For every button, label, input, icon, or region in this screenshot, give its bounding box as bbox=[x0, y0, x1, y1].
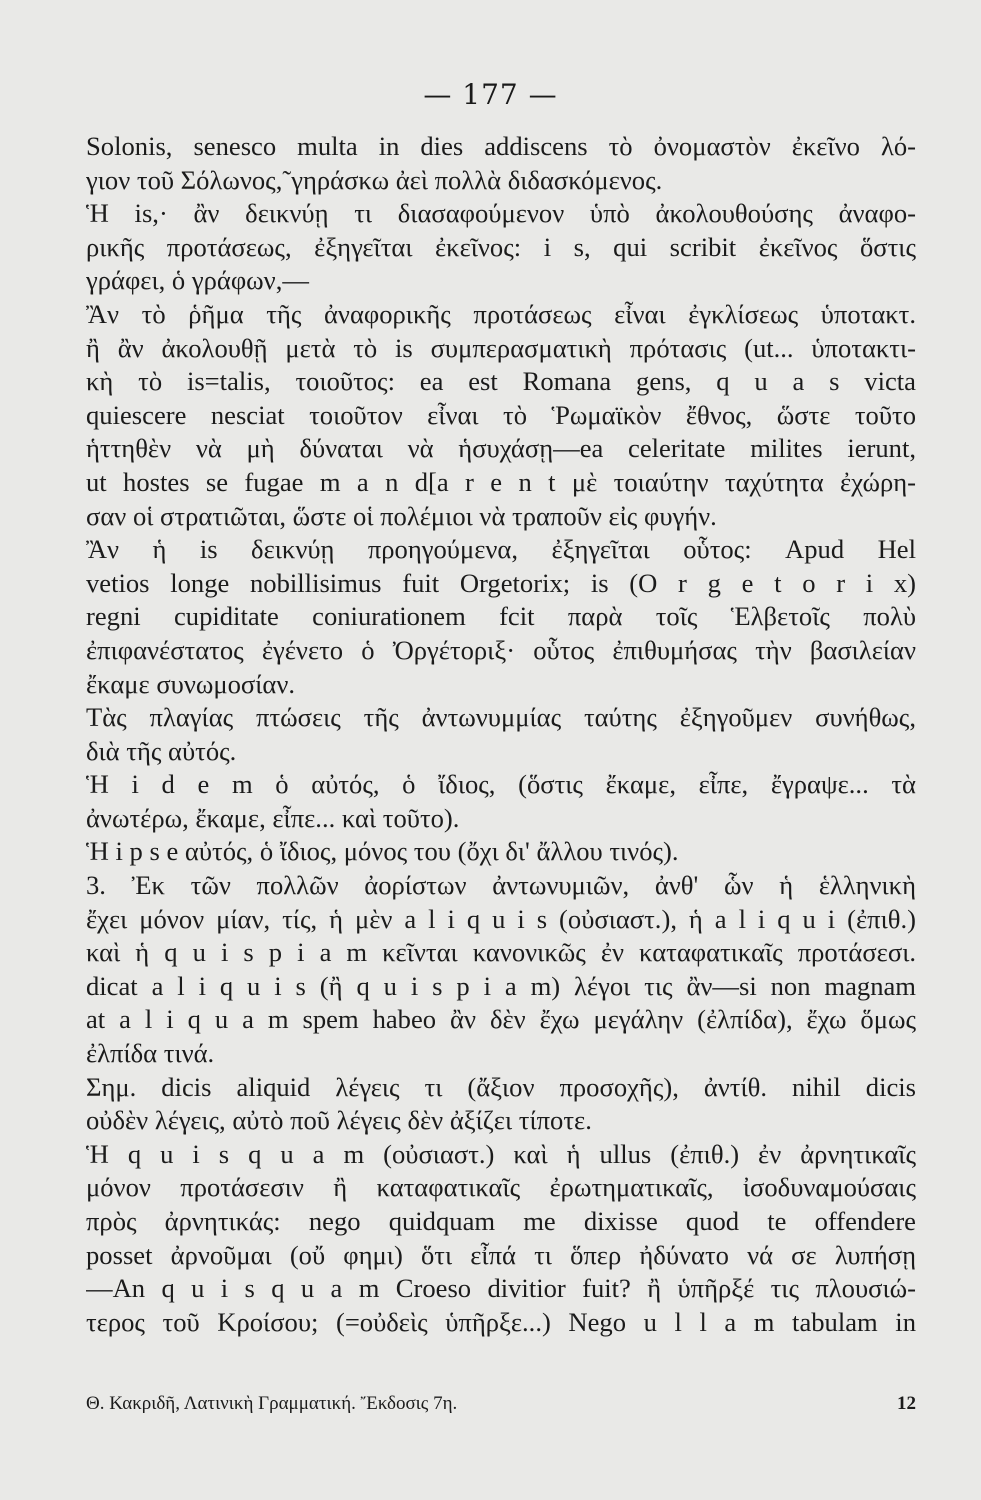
text-line: ἢ ἂν ἀκολουθῇ μετὰ τὸ is συμπερασματικὴ πρότασις (ut... ὑποτακτι- bbox=[86, 332, 916, 363]
text-line: μόνον προτάσεσιν ἢ καταφατικαῖς ἐρωτηματικαῖς, ἰσοδυναμούσαις bbox=[86, 1172, 916, 1203]
text-line: τερος τοῦ Κροίσου; (=οὐδεὶς ὑπῆρξε...) Nego u l l a m tabulam in bbox=[86, 1306, 916, 1337]
text-line: 3. Ἐκ τῶν πολλῶν ἀορίστων ἀντωνυμιῶν, ἀνθ' ὧν ἡ ἑλληνικὴ bbox=[86, 870, 916, 901]
text-line: πρὸς ἀρνητικάς: nego quidquam me dixisse quod te offendere bbox=[86, 1206, 916, 1236]
text-line: Ἡ q u i s q u a m (οὐσιαστ.) καὶ ἡ ullus (ἐπιθ.) ἐν ἀρνητικαῖς bbox=[86, 1138, 916, 1169]
text-line: at a l i q u a m spem habeo ἂν δὲν ἔχω μεγάλην (ἐλπίδα), ἔχω ὅμως bbox=[86, 1004, 916, 1035]
footer-citation: Θ. Κακριδῆ, Λατινικὴ Γραμματική. Ἔκδοσις 7η. bbox=[86, 1393, 458, 1414]
signature-number: 12 bbox=[897, 1393, 916, 1414]
text-line: ut hostes se fugae m a n d[a r e n t μὲ τοιαύτην ταχύτητα ἐχώρη- bbox=[86, 466, 916, 497]
text-line: vetios longe nobillisimus fuit Orgetorix; is (O r g e t o r i x) bbox=[86, 567, 916, 598]
text-line: γράφει, ὁ γράφων,— bbox=[86, 265, 309, 296]
text-line: Τὰς πλαγίας πτώσεις τῆς ἀντωνυμμίας ταύτης ἐξηγοῦμεν συνήθως, bbox=[86, 702, 916, 733]
text-line: Σημ. dicis aliquid λέγεις τι (ἄξιον προσοχῆς), ἀντίθ. nihil dicis bbox=[86, 1071, 916, 1102]
text-line: ρικῆς προτάσεως, ἐξηγεῖται ἐκεῖνος: i s, qui scribit ἐκεῖνος ὅστις bbox=[86, 231, 916, 262]
text-line: Ἡ is,· ἂν δεικνύῃ τι διασαφούμενον ὑπὸ ἀκολουθούσης ἀναφο- bbox=[86, 198, 916, 229]
text-line: Ἡ i d e m ὁ αὐτός, ὁ ἴδιος, (ὅστις ἔκαμε, εἶπε, ἔγραψε... τὰ bbox=[86, 769, 916, 800]
text-line: ἔκαμε συνωμοσίαν. bbox=[86, 668, 296, 699]
page-number: — 177 — bbox=[423, 78, 558, 111]
text-line: κὴ τὸ is=talis, τοιοῦτος: ea est Romana gens, q u a s victa bbox=[86, 366, 916, 397]
body-text bbox=[86, 130, 916, 1339]
text-line: Ἂν ἡ is δεικνύῃ προηγούμενα, ἐξηγεῖται οὗτος: Apud Hel bbox=[86, 534, 916, 565]
text-line: Solonis, senesco multa in dies addiscens τὸ ὀνομαστὸν ἐκεῖνο λό- bbox=[86, 131, 916, 161]
text-line: διὰ τῆς αὐτός. bbox=[86, 735, 237, 766]
text-line: quiescere nesciat τοιοῦτον εἶναι τὸ Ῥωμαϊκὸν ἔθνος, ὥστε τοῦτο bbox=[86, 399, 916, 430]
text-line: σαν οἱ στρατιῶται, ὥστε οἱ πολέμιοι νὰ τραποῦν εἰς φυγήν. bbox=[86, 500, 717, 531]
text-line: ἡττηθὲν νὰ μὴ δύναται νὰ ἡσυχάσῃ—ea celeritate milites ierunt, bbox=[86, 433, 916, 464]
text-line: γιον τοῦ Σόλωνος,˜γηράσκω ἀεὶ πολλὰ διδασκόμενος. bbox=[86, 164, 663, 195]
text-line: καὶ ἡ q u i s p i a m κεῖνται κανονικῶς ἐν καταφατικαῖς προτάσεσι. bbox=[86, 937, 916, 968]
text-line: ἔχει μόνον μίαν, τίς, ἡ μὲν a l i q u i s (οὐσιαστ.), ἡ a l i q u i (ἐπιθ.) bbox=[86, 903, 916, 934]
text-line: —An q u i s q u a m Croeso divitior fuit? ἢ ὑπῆρξέ τις πλουσιώ- bbox=[86, 1273, 916, 1304]
text-line: dicat a l i q u i s (ἢ q u i s p i a m) λέγοι τις ἂν—si non magnam bbox=[86, 970, 916, 1001]
text-line: Ἡ i p s e αὐτός, ὁ ἴδιος, μόνος του (ὄχι δι' ἄλλου τινός). bbox=[86, 836, 679, 867]
text-line: posset ἀρνοῦμαι (οὔ φημι) ὅτι εἶπά τι ὅπερ ἠδύνατο νά σε λυπήσῃ bbox=[86, 1239, 916, 1270]
text-line: οὐδὲν λέγεις, αὐτὸ ποῦ λέγεις δὲν ἀξίζει τίποτε. bbox=[86, 1105, 592, 1136]
text-line: Ἂν τὸ ῥῆμα τῆς ἀναφορικῆς προτάσεως εἶναι ἐγκλίσεως ὑποτακτ. bbox=[86, 298, 916, 329]
text-line: ἐπιφανέστατος ἐγένετο ὁ Ὀργέτοριξ· οὗτος ἐπιθυμήσας τὴν βασιλείαν bbox=[86, 634, 916, 665]
text-line: ἐλπίδα τινά. bbox=[86, 1038, 215, 1069]
text-line: ἀνωτέρω, ἔκαμε, εἶπε... καὶ τοῦτο). bbox=[86, 802, 460, 833]
page-footer bbox=[86, 1393, 916, 1423]
text-line: regni cupiditate coniurationem fcit παρὰ τοῖς Ἑλβετοῖς πολὺ bbox=[86, 601, 916, 632]
